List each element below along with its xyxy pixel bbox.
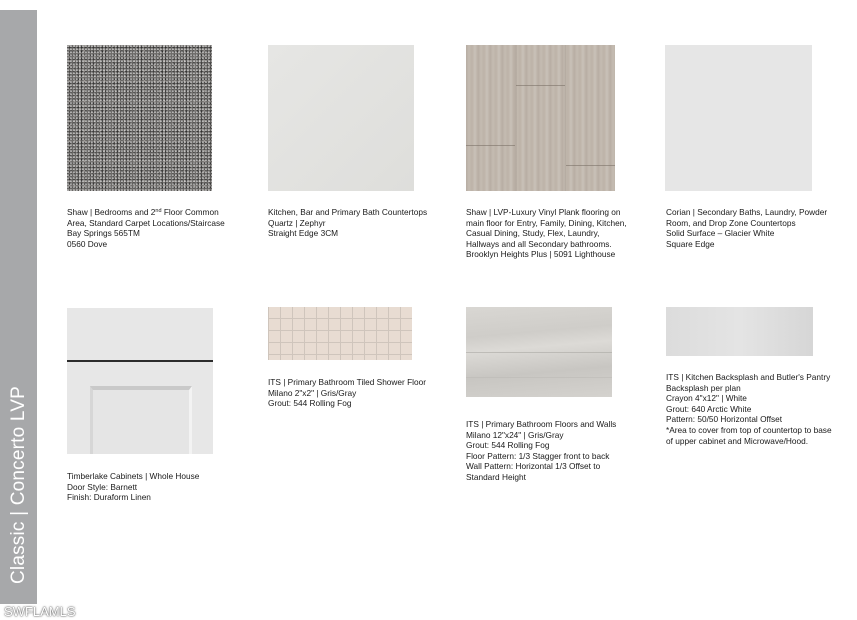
caption-line: Quartz | Zephyr	[268, 217, 326, 228]
caption-line: Standard Height	[466, 471, 526, 482]
caption-line: Room, and Drop Zone Countertops	[666, 217, 796, 228]
quartz-swatch	[268, 45, 414, 191]
caption-line: Milano 12"x24" | Gris/Gray	[466, 429, 564, 440]
caption-line: Shaw | LVP-Luxury Vinyl Plank flooring on	[466, 207, 621, 217]
caption-line: Kitchen, Bar and Primary Bath Countertops	[268, 207, 428, 217]
sidebar-band	[0, 10, 37, 604]
caption-line: Crayon 4"x12" | White	[666, 393, 747, 404]
caption-line: ITS | Kitchen Backsplash and Butler's Pantry	[666, 372, 831, 382]
caption-line: Door Style: Barnett	[67, 481, 138, 492]
carpet-caption	[67, 207, 225, 249]
cabinet-swatch	[67, 308, 213, 454]
caption-line: ITS | Primary Bathroom Tiled Shower Floor	[268, 377, 427, 387]
quartz-caption	[268, 207, 427, 239]
caption-line: Bay Springs 565TM	[67, 228, 140, 239]
caption-line: Timberlake Cabinets | Whole House	[67, 471, 200, 481]
caption-line: main floor for Entry, Family, Dining, Kitchen,	[466, 217, 627, 228]
backsplash-caption	[666, 372, 832, 446]
caption-line: Grout: 544 Rolling Fog	[268, 398, 352, 409]
bath-floor-tile-swatch	[466, 307, 612, 397]
caption-line: Wall Pattern: Horizontal 1/3 Offset to	[466, 461, 601, 472]
bath-floor-caption	[466, 419, 616, 483]
caption-line: Backsplash per plan	[666, 382, 741, 393]
caption-line: Square Edge	[666, 238, 715, 249]
corian-swatch	[665, 45, 812, 191]
caption-line: Casual Dining, Study, Flex, Laundry,	[466, 228, 600, 239]
shower-tile-swatch	[268, 307, 412, 360]
cabinet-caption	[67, 471, 199, 503]
caption-line: Solid Surface – Glacier White	[666, 228, 775, 239]
caption-line: Grout: 640 Arctic White	[666, 403, 752, 414]
carpet-swatch	[67, 45, 212, 191]
caption-line: Corian | Secondary Baths, Laundry, Powder	[666, 207, 828, 217]
watermark: SWFLAMLS	[4, 604, 76, 619]
caption-line: Hallways and all Secondary bathrooms.	[466, 238, 612, 249]
lvp-caption	[466, 207, 627, 260]
caption-line: Brooklyn Heights Plus | 5091 Lighthouse	[466, 249, 616, 260]
corian-caption	[666, 207, 827, 249]
caption-line: Floor Pattern: 1/3 Stagger front to back	[466, 450, 610, 461]
caption-line: Finish: Duraform Linen	[67, 492, 151, 503]
shower-tile-caption	[268, 377, 426, 409]
caption-line: Grout: 544 Rolling Fog	[466, 440, 550, 451]
caption-line: of upper cabinet and Microwave/Hood.	[666, 435, 809, 446]
backsplash-swatch	[666, 307, 813, 356]
caption-line: Area, Standard Carpet Locations/Staircase	[67, 217, 225, 228]
caption-line: Milano 2"x2" | Gris/Gray	[268, 387, 357, 398]
caption-line: ITS | Primary Bathroom Floors and Walls	[466, 419, 617, 429]
caption-line: *Area to cover from top of countertop to base	[666, 424, 832, 435]
caption-line: 0560 Dove	[67, 238, 108, 249]
lvp-swatch	[466, 45, 615, 191]
caption-line: Shaw | Bedrooms and 2nd Floor Common	[67, 207, 219, 217]
sidebar-title: Classic | Concerto LVP	[8, 386, 29, 584]
caption-line: Pattern: 50/50 Horizontal Offset	[666, 414, 783, 425]
caption-line: Straight Edge 3CM	[268, 228, 339, 239]
